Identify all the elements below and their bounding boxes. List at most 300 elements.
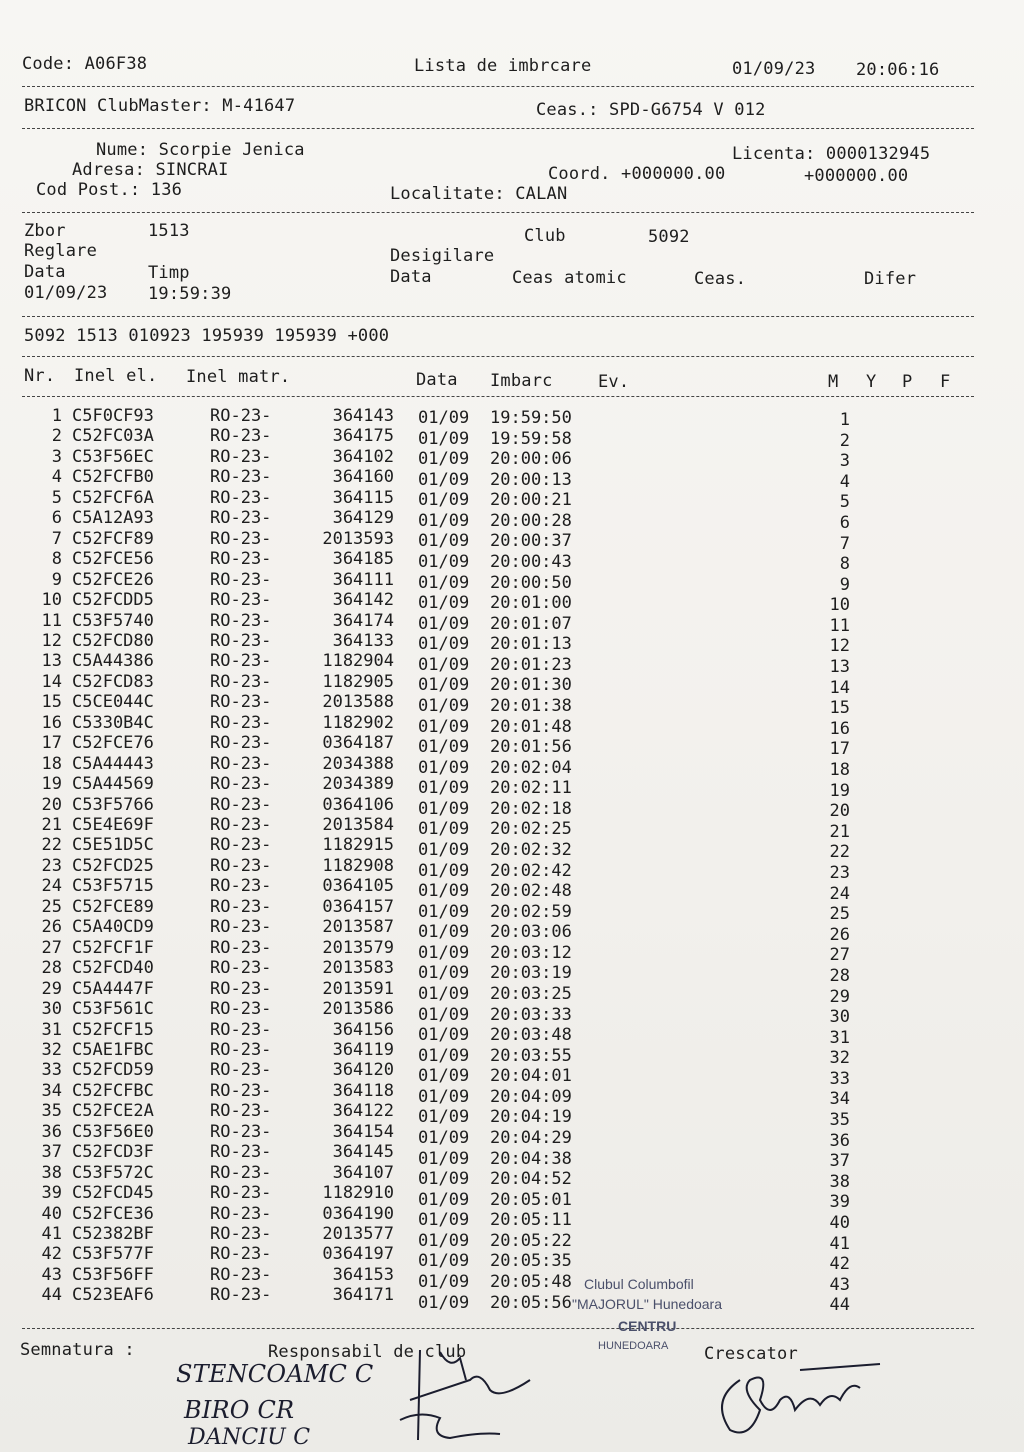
ring-number: 364107 (332, 1162, 394, 1183)
reglare-time: 19:59:39 (148, 284, 232, 304)
arrival-time: 20:03:48 (490, 1025, 572, 1046)
ring-number: 364118 (332, 1080, 394, 1101)
report-code: Code: A06F38 (22, 54, 148, 74)
separator-line (22, 316, 974, 317)
m-rank: 24 (829, 883, 850, 904)
table-row (0, 1080, 1024, 1110)
row-number: 32 (41, 1039, 62, 1060)
electronic-ring-id: C52FCD80 (72, 630, 154, 651)
handwritten-name-3: DANCIU C (188, 1425, 311, 1450)
ring-number: 364160 (332, 467, 394, 488)
m-rank: 3 (839, 451, 850, 472)
m-rank: 25 (829, 904, 850, 925)
ring-number: 364153 (332, 1264, 394, 1285)
arrival-time: 20:01:48 (490, 716, 572, 737)
ring-number: 364111 (332, 569, 394, 590)
table-row (0, 1183, 1024, 1213)
ring-prefix: RO-23- (210, 528, 272, 549)
electronic-ring-id: C52FCE76 (72, 733, 154, 754)
arrival-date: 01/09 (418, 1251, 470, 1272)
ring-prefix: RO-23- (210, 692, 272, 713)
table-row (0, 1224, 1024, 1254)
ring-number: 0364105 (322, 876, 394, 897)
m-rank: 6 (839, 512, 850, 533)
ring-number: 2013586 (322, 999, 394, 1020)
arrival-time: 20:00:37 (490, 531, 572, 552)
arrival-date: 01/09 (418, 757, 470, 778)
table-row (0, 651, 1024, 678)
col-header-m: M (828, 372, 839, 392)
m-rank: 22 (829, 842, 850, 863)
ring-number: 364185 (332, 549, 394, 570)
ring-prefix: RO-23- (210, 446, 272, 467)
electronic-ring-id: C5A44386 (72, 651, 154, 672)
ring-prefix: RO-23- (210, 1142, 272, 1163)
ring-number: 2013588 (322, 692, 394, 713)
arrival-time: 20:01:30 (490, 675, 572, 696)
handwritten-name-2: BIRO CR (184, 1396, 295, 1424)
row-number: 13 (41, 651, 62, 672)
ring-number: 364154 (332, 1121, 394, 1142)
arrival-date: 01/09 (418, 901, 470, 922)
m-rank: 20 (829, 801, 850, 822)
ring-prefix: RO-23- (210, 1285, 272, 1306)
electronic-ring-id: C52FCD3F (72, 1142, 154, 1163)
ring-prefix: RO-23- (210, 630, 272, 651)
ring-prefix: RO-23- (210, 937, 272, 958)
table-row (0, 1039, 1024, 1069)
stamp-line-2: "MAJORUL" Hunedoara (572, 1296, 723, 1312)
table-row (0, 1203, 1024, 1233)
arrival-date: 01/09 (418, 1025, 470, 1046)
arrival-date: 01/09 (418, 1066, 470, 1087)
table-row (0, 630, 1024, 657)
ring-number: 1182902 (322, 712, 394, 733)
arrival-date: 01/09 (418, 716, 470, 737)
reglare-date: 01/09/23 (24, 283, 108, 303)
row-number: 22 (41, 835, 62, 856)
m-rank: 17 (829, 739, 850, 760)
arrival-date: 01/09 (418, 654, 470, 675)
m-rank: 10 (829, 595, 850, 616)
ring-number: 364115 (332, 487, 394, 508)
arrival-date: 01/09 (418, 1292, 470, 1313)
difference-label: Difer (864, 269, 917, 289)
arrival-date: 01/09 (418, 1230, 470, 1251)
row-number: 8 (51, 549, 62, 570)
m-rank: 29 (829, 986, 850, 1007)
row-number: 19 (41, 774, 62, 795)
arrival-date: 01/09 (418, 1004, 470, 1025)
ring-prefix: RO-23- (210, 1264, 272, 1285)
ring-prefix: RO-23- (210, 794, 272, 815)
breeder-label: Crescator (704, 1344, 798, 1364)
arrival-time: 20:04:01 (490, 1066, 572, 1087)
m-rank: 21 (829, 821, 850, 842)
ring-number: 364174 (332, 610, 394, 631)
separator-line (22, 396, 974, 397)
m-rank: 40 (829, 1213, 850, 1233)
col-header-f: F (940, 372, 951, 392)
arrival-time: 20:01:07 (490, 613, 572, 634)
flight-number: 1513 (148, 221, 190, 241)
arrival-date: 01/09 (418, 922, 470, 943)
electronic-ring-id: C5A44569 (72, 774, 154, 795)
coordinates-secondary: +000000.00 (804, 166, 909, 186)
row-number: 33 (41, 1060, 62, 1081)
electronic-ring-id: C52FCFBC (72, 1080, 154, 1101)
electronic-ring-id: C5A44443 (72, 753, 154, 774)
ring-prefix: RO-23- (210, 855, 272, 876)
col-header-y: Y (866, 372, 877, 392)
ring-prefix: RO-23- (210, 1224, 272, 1244)
row-number: 5 (51, 487, 62, 508)
table-row (0, 1101, 1024, 1131)
electronic-ring-id: C53F56FF (72, 1264, 154, 1285)
ring-number: 0364197 (322, 1244, 394, 1265)
stamp-line-1: Clubul Columbofil (584, 1276, 694, 1292)
arrival-time: 20:00:50 (490, 572, 572, 593)
table-row (0, 446, 1024, 472)
time-label: Timp (148, 263, 190, 283)
arrival-date: 01/09 (418, 819, 470, 840)
ring-prefix: RO-23- (210, 651, 272, 672)
m-rank: 37 (829, 1151, 850, 1172)
ring-number: 2013587 (322, 917, 394, 938)
electronic-ring-id: C53F5740 (72, 610, 154, 631)
arrival-date: 01/09 (418, 942, 470, 963)
arrival-time: 20:02:42 (490, 860, 572, 881)
arrival-time: 20:05:11 (490, 1210, 572, 1231)
m-rank: 28 (829, 965, 850, 986)
row-number: 3 (51, 446, 62, 467)
m-rank: 42 (829, 1254, 850, 1275)
m-rank: 19 (829, 780, 850, 801)
ring-prefix: RO-23- (210, 1039, 272, 1060)
report-time: 20:06:16 (856, 60, 940, 80)
arrival-time: 19:59:50 (490, 408, 572, 428)
date-label: Data (24, 262, 66, 282)
ring-number: 0364190 (322, 1203, 394, 1224)
coordinates: Coord. +000000.00 (548, 164, 726, 184)
arrival-date: 01/09 (418, 1210, 470, 1231)
col-header-imbarc: Imbarc (490, 371, 553, 391)
m-rank: 12 (829, 636, 850, 657)
row-number: 38 (41, 1162, 62, 1183)
m-rank: 9 (839, 574, 850, 595)
ring-number: 0364106 (322, 794, 394, 815)
table-row (0, 1142, 1024, 1172)
row-number: 10 (41, 590, 62, 611)
row-number: 44 (41, 1285, 62, 1306)
row-number: 12 (41, 630, 62, 651)
arrival-time: 20:01:56 (490, 737, 572, 758)
separator-line (22, 86, 974, 87)
postal-code: Cod Post.: 136 (36, 180, 183, 200)
arrival-time: 20:04:09 (490, 1086, 572, 1107)
arrival-date: 01/09 (418, 983, 470, 1004)
electronic-ring-id: C52FCDD5 (72, 590, 154, 611)
m-rank: 5 (839, 492, 850, 513)
report-title: Lista de imbrcare (414, 56, 592, 76)
arrival-date: 01/09 (418, 1127, 470, 1148)
arrival-date: 01/09 (418, 613, 470, 634)
electronic-ring-id: C5AE1FBC (72, 1039, 154, 1060)
electronic-ring-id: C52FCD40 (72, 958, 154, 979)
ring-number: 364102 (332, 446, 394, 467)
m-rank: 39 (829, 1192, 850, 1213)
table-row (0, 406, 1024, 430)
electronic-ring-id: C5330B4C (72, 712, 154, 733)
table-row (0, 692, 1024, 719)
table-row (0, 855, 1024, 883)
electronic-ring-id: C52FC03A (72, 426, 154, 447)
arrival-time: 20:03:33 (490, 1004, 572, 1025)
ring-prefix: RO-23- (210, 1019, 272, 1040)
m-rank: 32 (829, 1048, 850, 1069)
arrival-date: 01/09 (418, 572, 470, 593)
table-row (0, 835, 1024, 863)
reglare-label: Reglare (24, 241, 98, 261)
electronic-ring-id: C5CE044C (72, 692, 154, 713)
clock-label: Ceas. (694, 269, 747, 289)
electronic-ring-id: C5A4447F (72, 978, 154, 999)
m-rank: 8 (839, 554, 850, 575)
ring-number: 364133 (332, 630, 394, 651)
electronic-ring-id: C53F5766 (72, 794, 154, 815)
row-number: 6 (51, 508, 62, 529)
ring-number: 364145 (332, 1142, 394, 1163)
table-row (0, 978, 1024, 1007)
row-number: 20 (41, 794, 62, 815)
electronic-ring-id: C53F561C (72, 999, 154, 1020)
ring-number: 1182915 (322, 835, 394, 856)
electronic-ring-id: C52FCD45 (72, 1183, 154, 1204)
row-number: 9 (51, 569, 62, 590)
table-row (0, 753, 1024, 781)
owner-address: Adresa: SINCRAI (72, 160, 229, 180)
m-rank: 2 (839, 430, 850, 451)
ring-number: 364143 (332, 406, 394, 426)
arrival-time: 20:04:19 (490, 1107, 572, 1128)
row-number: 26 (41, 917, 62, 938)
ring-number: 2034389 (322, 774, 394, 795)
table-row (0, 937, 1024, 966)
arrival-time: 20:01:13 (490, 634, 572, 655)
arrival-date: 01/09 (418, 593, 470, 614)
ring-prefix: RO-23- (210, 1101, 272, 1122)
table-row (0, 794, 1024, 822)
ring-prefix: RO-23- (210, 590, 272, 611)
electronic-ring-id: C52FCD59 (72, 1060, 154, 1081)
ring-prefix: RO-23- (210, 1060, 272, 1081)
table-row (0, 610, 1024, 636)
ring-number: 2013579 (322, 937, 394, 958)
ring-prefix: RO-23- (210, 753, 272, 774)
arrival-time: 20:02:18 (490, 798, 572, 819)
m-rank: 27 (829, 945, 850, 966)
m-rank: 31 (829, 1027, 850, 1048)
ring-prefix: RO-23- (210, 815, 272, 835)
ring-prefix: RO-23- (210, 1244, 272, 1265)
ring-prefix: RO-23- (210, 999, 272, 1020)
electronic-ring-id: C5E4E69F (72, 815, 154, 835)
arrival-date: 01/09 (418, 1169, 470, 1190)
col-header-nr: Nr. (24, 366, 56, 386)
ring-prefix: RO-23- (210, 671, 272, 692)
ring-prefix: RO-23- (210, 1183, 272, 1204)
ring-number: 2013577 (322, 1224, 394, 1244)
ring-prefix: RO-23- (210, 917, 272, 938)
owner-name: Nume: Scorpie Jenica (96, 140, 305, 160)
table-row (0, 590, 1024, 616)
stamp-line-3: CENTRU (618, 1318, 677, 1334)
table-row (0, 1019, 1024, 1048)
ring-number: 0364157 (322, 896, 394, 917)
electronic-ring-id: C52FCE36 (72, 1203, 154, 1224)
m-rank: 13 (829, 657, 850, 678)
m-rank: 30 (829, 1007, 850, 1028)
ring-prefix: RO-23- (210, 406, 272, 426)
arrival-time: 20:04:52 (490, 1169, 572, 1190)
table-row (0, 733, 1024, 760)
electronic-ring-id: C52FCE2A (72, 1101, 154, 1122)
arrival-time: 20:03:55 (490, 1045, 572, 1066)
table-row (0, 1121, 1024, 1151)
row-number: 37 (41, 1142, 62, 1163)
ring-number: 364142 (332, 590, 394, 611)
m-rank: 11 (829, 615, 850, 636)
ring-prefix: RO-23- (210, 978, 272, 999)
arrival-date: 01/09 (418, 449, 470, 470)
license-number: Licenta: 0000132945 (732, 144, 931, 164)
atomic-clock-label: Ceas atomic (512, 268, 627, 288)
arrival-date: 01/09 (418, 531, 470, 552)
arrival-time: 20:02:11 (490, 778, 572, 799)
ring-prefix: RO-23- (210, 896, 272, 917)
breeder-signature (700, 1360, 890, 1450)
arrival-time: 20:00:28 (490, 510, 572, 531)
row-number: 27 (41, 937, 62, 958)
ring-prefix: RO-23- (210, 712, 272, 733)
col-header-inel-matr: Inel matr. (186, 367, 291, 387)
arrival-date: 01/09 (418, 798, 470, 819)
ring-number: 2034388 (322, 753, 394, 774)
arrival-date: 01/09 (418, 1045, 470, 1066)
arrival-date: 01/09 (418, 963, 470, 984)
row-number: 35 (41, 1101, 62, 1122)
m-rank: 44 (829, 1295, 850, 1316)
ring-number: 364129 (332, 508, 394, 529)
arrival-date: 01/09 (418, 675, 470, 696)
row-number: 15 (41, 692, 62, 713)
summary-line: 5092 1513 010923 195939 195939 +000 (24, 326, 390, 346)
separator-line (22, 128, 974, 129)
arrival-date: 01/09 (418, 1271, 470, 1292)
electronic-ring-id: C52FCD25 (72, 855, 154, 876)
row-number: 36 (41, 1121, 62, 1142)
table-row (0, 671, 1024, 698)
arrival-date: 01/09 (418, 778, 470, 799)
arrival-date: 01/09 (418, 428, 470, 449)
club-label: Club (524, 226, 566, 246)
table-row (0, 528, 1024, 554)
electronic-ring-id: C52FCFB0 (72, 467, 154, 488)
arrival-time: 20:03:12 (490, 942, 572, 963)
electronic-ring-id: C523EAF6 (72, 1285, 154, 1306)
arrival-date: 01/09 (418, 860, 470, 881)
m-rank: 4 (839, 471, 850, 492)
arrival-date: 01/09 (418, 737, 470, 758)
m-rank: 16 (829, 718, 850, 739)
arrival-time: 20:02:25 (490, 819, 572, 840)
electronic-ring-id: C5E51D5C (72, 835, 154, 856)
ring-number: 0364187 (322, 733, 394, 754)
arrival-time: 20:01:38 (490, 695, 572, 716)
col-header-inel-el: Inel el. (74, 366, 158, 386)
ring-number: 364119 (332, 1039, 394, 1060)
responsible-signature (380, 1340, 560, 1452)
clubmaster-id: BRICON ClubMaster: M-41647 (24, 96, 296, 116)
row-number: 4 (51, 467, 62, 488)
row-number: 24 (41, 876, 62, 897)
table-row (0, 712, 1024, 739)
table-row (0, 876, 1024, 904)
arrival-time: 20:00:21 (490, 490, 572, 511)
table-row (0, 426, 1024, 451)
arrival-time: 20:03:25 (490, 983, 572, 1004)
ring-prefix: RO-23- (210, 569, 272, 590)
row-number: 39 (41, 1183, 62, 1204)
arrival-time: 20:01:00 (490, 593, 572, 614)
ring-number: 2013591 (322, 978, 394, 999)
col-header-ev: Ev. (598, 372, 630, 392)
ring-prefix: RO-23- (210, 774, 272, 795)
row-number: 42 (41, 1244, 62, 1265)
m-rank: 34 (829, 1089, 850, 1110)
row-number: 43 (41, 1264, 62, 1285)
electronic-ring-id: C52382BF (72, 1224, 154, 1244)
row-number: 7 (51, 528, 62, 549)
unseal-date-label: Data (390, 267, 432, 287)
table-row (0, 917, 1024, 945)
ring-prefix: RO-23- (210, 1080, 272, 1101)
electronic-ring-id: C52FCE26 (72, 569, 154, 590)
row-number: 34 (41, 1080, 62, 1101)
stamp-line-4: HUNEDOARA (598, 1340, 669, 1352)
m-rank: 35 (829, 1110, 850, 1131)
arrival-time: 20:05:48 (490, 1271, 572, 1292)
col-header-data: Data (416, 370, 458, 390)
arrival-date: 01/09 (418, 634, 470, 655)
table-row (0, 549, 1024, 575)
arrival-time: 20:04:29 (490, 1127, 572, 1148)
ring-prefix: RO-23- (210, 426, 272, 447)
row-number: 30 (41, 999, 62, 1020)
m-rank: 36 (829, 1130, 850, 1151)
ring-prefix: RO-23- (210, 467, 272, 488)
arrival-time: 20:05:22 (490, 1230, 572, 1251)
arrival-date: 01/09 (418, 1107, 470, 1128)
ring-number: 364120 (332, 1060, 394, 1081)
table-row (0, 1285, 1024, 1316)
flight-label: Zbor (24, 221, 66, 241)
ring-prefix: RO-23- (210, 835, 272, 856)
arrival-date: 01/09 (418, 1189, 470, 1210)
ring-prefix: RO-23- (210, 733, 272, 754)
locality: Localitate: CALAN (390, 184, 568, 204)
m-rank: 26 (829, 924, 850, 945)
